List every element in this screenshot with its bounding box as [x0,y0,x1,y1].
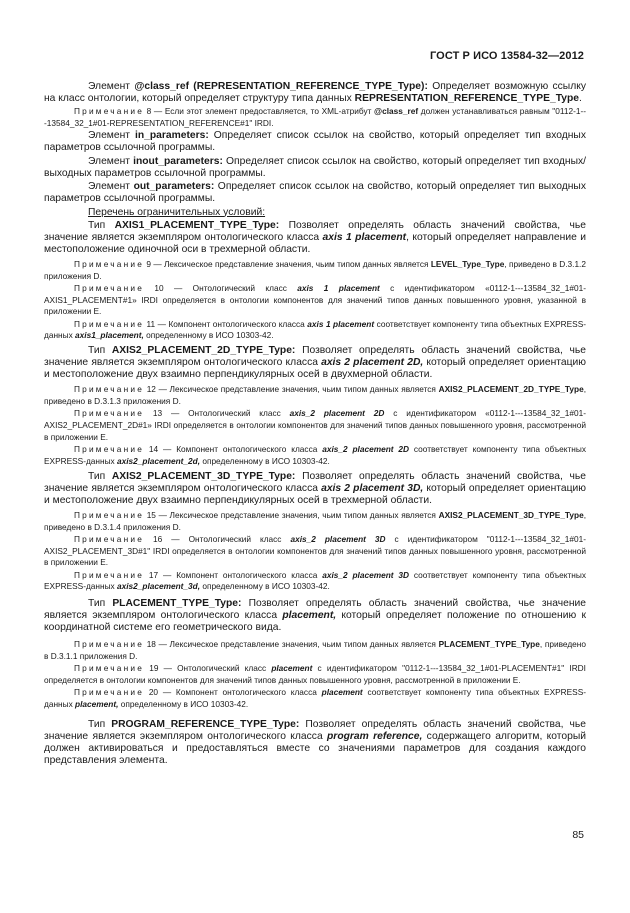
bold-term: AXIS2_PLACEMENT_3D_TYPE_Type: [111,470,296,482]
note-label: Примечание [74,687,145,698]
text-run: Элемент [88,81,135,92]
text-run: , который определяет направление и местоположение одиночной оси в трехмерной области. [44,231,586,255]
text-run: который определяет положение по отношению к координатной системе его геометрического вида. [44,610,586,634]
note-label: Примечание [74,663,145,674]
class-name-term: axis_2 placement 3D [322,569,410,580]
class-name-term: axis 2 placement 3D, [321,482,424,494]
note-paragraph [44,444,586,467]
text-paragraph [44,598,586,634]
text-run: . [578,93,582,105]
class-name-term: axis2_placement_2d, [117,455,201,466]
text-run: Элемент [88,181,134,193]
document-body [44,81,586,768]
text-paragraph [44,471,586,507]
text-run: который определяет ориентацию и местоположение двух взаимно перпендикулярных осей в трехмерной области. [44,482,586,506]
text-run: определенному в ИСО 10303-42. [200,455,330,466]
text-run: Определяет возможную ссылку на класс онтологии, который определяет структуру типа данных [44,81,586,105]
text-run: Позволяет определять область значений свойства, чье значение является экземпляром онтологического класса [44,718,586,742]
text-run: Позволяет определять область значений свойства, чье значение является экземпляром онтологического класса [44,219,586,243]
note-paragraph [44,534,586,569]
text-run: Позволяет определять область значений свойства, чье значение является экземпляром онтологического класса [44,345,586,369]
text-run: должен устанавливаться равным "0112-1---13584_32_1#01-REPRESENTATION_REFERENCE#1" IRDI. [44,106,586,129]
note-label: Примечание [74,509,145,520]
bold-term: in_parameters: [134,130,209,142]
text-paragraph [44,207,586,219]
text-run: 19 — Онтологический класс [144,663,272,674]
note-paragraph [44,283,586,318]
bold-term: AXIS2_PLACEMENT_2D_TYPE_Type [438,384,584,395]
text-run: , приведено в D.3.1.1 приложения D. [44,639,586,661]
text-run: Позволяет определять область значений свойства, чье значение является экземпляром онтологического класса [44,597,586,622]
text-run: Тип [88,597,113,609]
text-run: Определяет список ссылок на свойство, который определяет тип выходных параметров ссылочной программы. [44,181,586,205]
text-run: 9 — Лексическое представление значения, чьим типом данных является [144,259,431,270]
note-paragraph [44,259,586,282]
note-paragraph [44,106,586,129]
text-run: 15 — Лексическое представление значения, чьим типом данных является [144,509,439,520]
text-run: Позволяет определять область значений свойства, чье значение является экземпляром онтологического класса [44,470,586,494]
text-run: 8 — Если этот элемент предоставляется, то XML-атрибут [144,106,375,117]
class-name-term: axis_2 placement 3D [290,533,386,544]
bold-term: out_parameters: [133,181,215,193]
class-name-term: axis1_placement, [75,330,144,341]
text-run: с идентификатором «0112-1---13584_32_1#01-AXIS2_PLACEMENT_2D#1» IRDI определяется в онтологии компонентов для значений типов данных повышенного уровня, рассмотренной в приложении E. [44,408,586,442]
note-label: Примечание [74,384,145,395]
bold-term: inout_parameters: [133,155,223,167]
bold-term: AXIS1_PLACEMENT_TYPE_Type: [114,219,280,231]
text-paragraph [44,719,586,767]
bold-term: AXIS2_PLACEMENT_3D_TYPE_Type [438,509,584,520]
note-label: Примечание [74,106,145,117]
class-name-term: axis2_placement_3d, [117,581,201,592]
text-run: соответствует компоненту типа объектных EXPRESS-данных [44,569,586,592]
text-run: 18 — Лексическое представление значения, чьим типом данных является [144,639,439,650]
bold-term: PROGRAM_REFERENCE_TYPE_Type: [111,718,300,730]
class-name-term: axis_2 placement 2D [289,408,385,419]
text-run: который определяет ориентацию и местоположение двух взаимно перпендикулярных осей в двухмерной области. [44,357,586,381]
bold-term: @class_ref (REPRESENTATION_REFERENCE_TYPE_Type): [134,81,428,92]
page-header-standard-title: ГОСТ Р ИСО 13584-32—2012 [429,50,584,62]
text-run: 10 — Онтологический класс [144,283,298,294]
class-name-term: placement [321,687,363,698]
note-paragraph [44,510,586,533]
text-paragraph [44,130,586,154]
text-run: 16 — Онтологический класс [144,533,291,544]
text-run: Определяет список ссылок на свойство, который определяет тип входных/выходных параметров ссылочной программы. [44,155,586,179]
note-label: Примечание [74,259,145,270]
class-name-term: placement, [282,610,337,622]
underlined-heading: Перечень ограничительных условий: [88,206,266,218]
note-label: Примечание [74,283,145,294]
text-run: 20 — Компонент онтологического класса [144,687,322,698]
note-label: Примечание [74,444,145,455]
note-paragraph [44,319,586,342]
note-label: Примечание [74,639,145,650]
note-paragraph [44,384,586,407]
note-label: Примечание [74,318,145,329]
text-run: Тип [88,219,115,231]
class-name-term: placement [271,663,313,674]
text-run: с идентификатором "0112-1---13584_32_1#01-AXIS2_PLACEMENT_3D#1" IRDI определяется в онтологии компонентов для значений типов данных повышенного уровня, рассмотренной в приложении E. [44,533,586,568]
text-run: содержащего алгоритм, который должен активироваться и предоставляться вместе со значениями параметров для создания каждого представления элемента. [44,730,586,766]
note-paragraph [44,570,586,593]
bold-term: AXIS2_PLACEMENT_2D_TYPE_Type: [111,345,296,357]
text-run: с идентификатором "0112-1---13584_32_1#01-PLACEMENT#1" IRDI определяется в онтологии компонентов для значений типов данных повышенного уровня, рассмотренной в приложении E. [44,663,586,685]
bold-term: REPRESENTATION_REFERENCE_TYPE_Type [354,93,579,105]
note-paragraph [44,639,586,662]
class-name-term: axis 1 placement [322,231,407,243]
text-run: соответствует компоненту типа объектных EXPRESS-данных [44,318,587,341]
class-name-term: axis_2 placement 2D [322,444,410,455]
text-run: соответствует компоненту типа объектных EXPRESS-данных [44,687,586,709]
bold-term: PLACEMENT_TYPE_Type: [112,597,242,609]
text-run: Определяет список ссылок на свойство, который определяет тип входных параметров ссылочной программы. [44,130,586,154]
class-name-term: axis 1 placement [297,283,380,294]
text-run: определенному в ИСО 10303-42. [200,581,330,592]
class-name-term: axis 2 placement 2D, [321,357,424,369]
note-label: Примечание [74,569,145,580]
note-label: Примечание [74,533,145,544]
text-run: Элемент [88,155,134,167]
text-paragraph [44,220,586,256]
text-run: , приведено в D.3.1.2 приложения D. [44,259,586,281]
text-run: 14 — Компонент онтологического класса [144,444,323,455]
text-paragraph [44,181,586,205]
text-run: Тип [88,345,112,357]
class-name-term: program reference, [327,730,423,742]
text-run: Тип [88,470,112,482]
bold-term: PLACEMENT_TYPE_Type [438,639,540,650]
text-paragraph [44,345,586,381]
note-paragraph [44,663,586,686]
class-name-term: axis 1 placement [307,318,375,329]
page-number: 85 [572,829,584,841]
text-run: , приведено в D.3.1.3 приложения D. [44,384,586,407]
text-run: определенному в ИСО 10303-42. [143,330,274,341]
text-run: Тип [88,718,112,730]
text-run: 13 — Онтологический класс [144,408,290,419]
note-label: Примечание [74,408,145,419]
text-run: определенному в ИСО 10303-42. [118,698,249,709]
text-run: 12 — Лексическое представление значения, чьим типом данных является [144,384,439,395]
note-paragraph [44,408,586,443]
text-paragraph [44,81,586,105]
class-name-term: placement, [75,698,119,709]
text-run: соответствует компоненту типа объектных EXPRESS-данных [44,444,586,466]
text-run: 11 — Компонент онтологического класса [144,318,308,329]
bold-term: @class_ref [374,106,419,117]
text-run: , приведено в D.3.1.4 приложения D. [44,509,586,532]
bold-term: LEVEL_Type_Type [430,259,505,270]
note-paragraph [44,687,586,710]
text-paragraph [44,156,586,180]
text-run: с идентификатором «0112-1---13584_32_1#01-AXIS1_PLACEMENT#1» IRDI определяется в онтологии компонентов для значений типов данных повышенного уровня, указанной в приложении E. [44,283,586,317]
text-run: 17 — Компонент онтологического класса [144,569,323,580]
text-run: Элемент [88,130,135,142]
